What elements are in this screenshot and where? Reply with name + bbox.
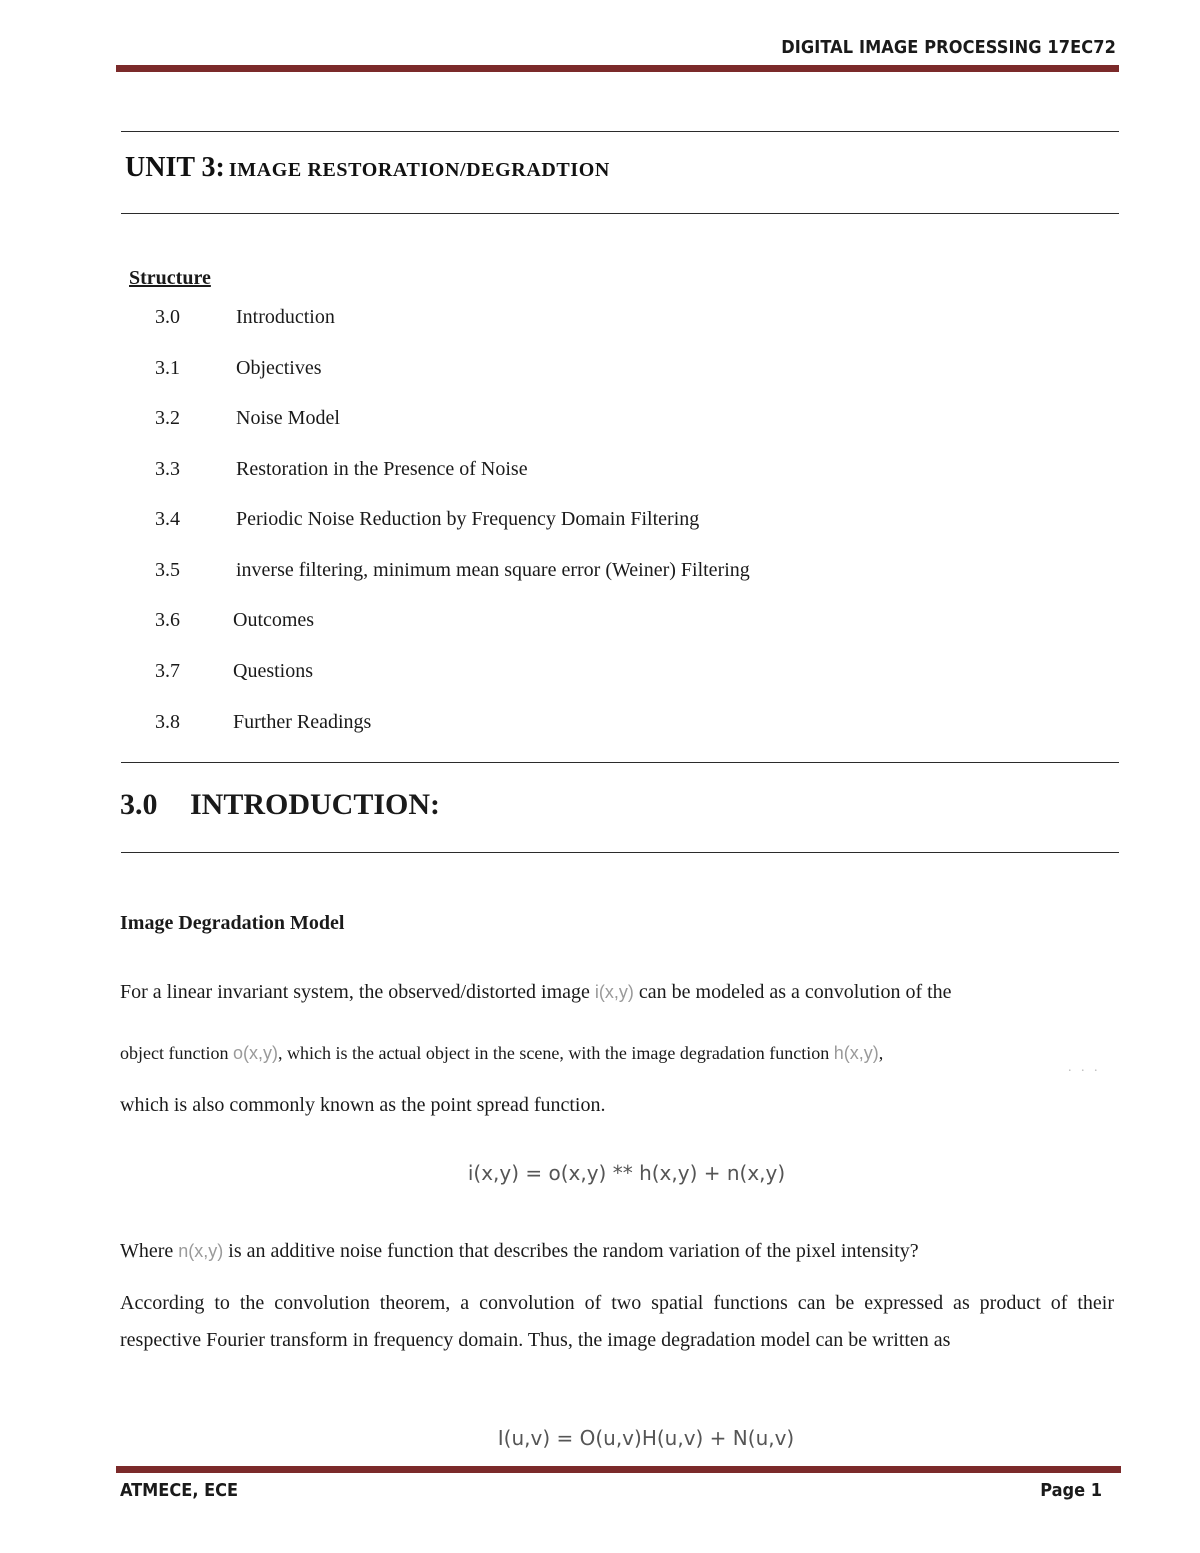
toc-item-number: 3.8 <box>155 711 180 733</box>
structure-label: Structure <box>129 267 211 289</box>
toc-item-label: Noise Model <box>236 407 340 429</box>
subsection-heading: Image Degradation Model <box>120 912 345 934</box>
toc-item-number: 3.7 <box>155 660 180 682</box>
inline-formula: h(x,y) <box>833 1043 879 1063</box>
toc-item-label: Objectives <box>236 357 322 379</box>
unit-number: UNIT 3: <box>125 152 225 183</box>
divider <box>121 131 1119 132</box>
equation: I(u,v) = O(u,v)H(u,v) + N(u,v) <box>497 1426 795 1450</box>
text-span: , <box>878 1043 884 1063</box>
text-span: For a linear invariant system, the observed/distorted image <box>120 981 595 1003</box>
unit-heading <box>125 152 610 184</box>
section-heading <box>120 788 440 822</box>
inline-formula: i(x,y) <box>594 982 634 1002</box>
toc-item-label: Questions <box>233 660 313 682</box>
toc-item-number: 3.3 <box>155 458 180 480</box>
page-number: Page 1 <box>1040 1480 1102 1501</box>
equation: i(x,y) = o(x,y) ** h(x,y) + n(x,y) <box>467 1161 786 1185</box>
divider <box>121 213 1119 214</box>
paragraph-line: which is also commonly known as the point spread function. <box>120 1094 606 1116</box>
paragraph-line <box>120 981 952 1004</box>
text-span: is an additive noise function that describes the random variation of the pixel intensity? <box>223 1240 919 1262</box>
inline-formula: o(x,y) <box>232 1043 278 1063</box>
text-span: , which is the actual object in the scene, with the image degradation function <box>277 1043 834 1063</box>
footer-institution: ATMECE, ECE <box>120 1480 239 1501</box>
divider <box>121 852 1119 853</box>
footer-rule <box>116 1466 1121 1473</box>
toc-item-number: 3.6 <box>155 609 180 631</box>
section-title: INTRODUCTION: <box>190 788 441 821</box>
section-number: 3.0 <box>120 788 158 821</box>
header-rule <box>116 65 1119 72</box>
paragraph-line <box>120 1240 919 1263</box>
unit-title: IMAGE RESTORATION/DEGRADTION <box>228 159 610 181</box>
faint-marks: . . . <box>1068 1060 1101 1075</box>
toc-item-label: Periodic Noise Reduction by Frequency Domain Filtering <box>236 508 700 530</box>
toc-item-label: Outcomes <box>233 609 315 631</box>
toc-item-number: 3.5 <box>155 559 180 581</box>
paragraph: According to the convolution theorem, a convolution of two spatial functions can be expressed as product of their respective Fourier transform in frequency domain. Thus, the image degradation model can be written as <box>120 1292 1114 1351</box>
toc-item-label: Further Readings <box>233 711 372 733</box>
toc-item-number: 3.2 <box>155 407 180 429</box>
header-title: DIGITAL IMAGE PROCESSING 17EC72 <box>781 37 1116 58</box>
toc-item-number: 3.1 <box>155 357 180 379</box>
toc-item-label: Restoration in the Presence of Noise <box>236 458 528 480</box>
toc-item-number: 3.0 <box>155 306 180 328</box>
divider <box>121 762 1119 763</box>
text-span: can be modeled as a convolution of the <box>633 981 952 1003</box>
toc-item-number: 3.4 <box>155 508 180 530</box>
text-span: object function <box>120 1043 233 1063</box>
paragraph-line <box>120 1043 883 1064</box>
inline-formula: n(x,y) <box>178 1241 224 1261</box>
toc-item-label: Introduction <box>236 306 335 328</box>
toc-item-label: inverse filtering, minimum mean square error (Weiner) Filtering <box>236 559 750 581</box>
text-span: Where <box>120 1240 179 1262</box>
